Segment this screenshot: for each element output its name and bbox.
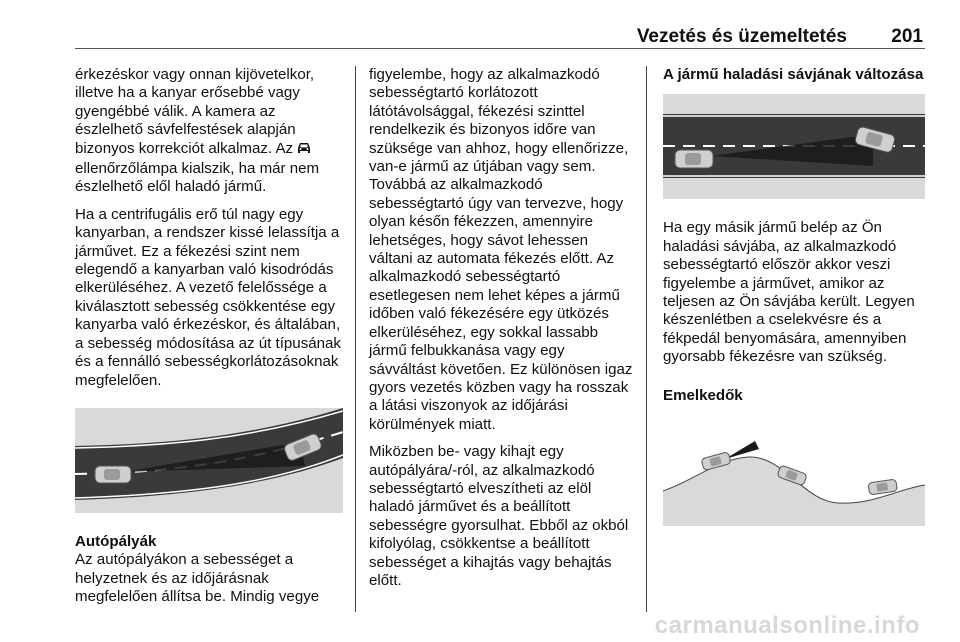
column-divider — [646, 66, 647, 612]
section-heading: Autópályák — [75, 532, 157, 550]
paragraph-text: ellenőrzőlámpa kialszik, ha már nem észlelhető elől haladó jármű. — [75, 160, 320, 196]
paragraph: Az autópályákon a sebességet a helyzetnek és az időjárásnak megfelelően állítsa be. Mindig vegye — [75, 551, 320, 606]
hills-illustration — [663, 421, 925, 526]
section-heading: Emelkedők — [663, 386, 743, 404]
paragraph: Ha a centrifugális erő túl nagy egy kanyarban, a rendszer kissé lelassítja a járművet. Ez a fékezési szint nem elegendő a kanyarban való kisodródás elkerüléséhez. A vezető felelőssége a kiválasztott sebesség csökkentése egy kanyarba való érkezéskor, és általában, a sebesség módosítása az út típusának és a fennálló sebességkorlátozásoknak megfelelően. — [75, 205, 341, 389]
column-1 — [75, 66, 343, 607]
page-number: 201 — [891, 26, 923, 47]
column-3 — [663, 66, 925, 526]
column-divider — [355, 66, 356, 612]
paragraph: Miközben be- vagy kihajt egy autópályára/-ról, az alkalmazkodó sebességtartó elveszítheti az elöl haladó járművet és a beállított sebességre gyorsulhat. Ebből az okból kifolyólag, csökkentse a beállított sebességet a kihajtás vagy behajtás előtt. — [369, 443, 629, 589]
curve-road-illustration — [75, 408, 343, 513]
paragraph: figyelembe, hogy az alkalmazkodó sebességtartó korlátozott látótávolsággal, fékezési szinttel rendelkezik és bizonyos időre van szüksége van ahhoz, hogy ellenőrizze, van-e jármű az útjában vagy sem. Továbbá az alkalmazkodó sebességtartó úgy van tervezve, hogy olyan későn fékezzen, amennyire lehetséges, hogy sávot lehessen váltani az automata fékezés előtt. Az alkalmazkodó sebességtartó esetlegesen nem lehet képes a jármű időben való fékezésére egy ütközés elkerüléséhez, egy sokkal lassabb jármű felbukkanása vagy egy sávváltást követően. Ez különösen igaz gyors vezetés közben vagy ha rosszak a látási viszonyok az időjárási körülmények miatt. — [369, 66, 633, 433]
section-heading: A jármű haladási sávjának változása — [663, 66, 924, 83]
paragraph — [75, 66, 343, 197]
column-2 — [369, 66, 634, 590]
lane-change-illustration — [663, 94, 925, 199]
section-title: Vezetés és üzemeltetés — [636, 26, 847, 47]
page-header — [75, 0, 925, 49]
watermark: carmanualsonline.info — [654, 612, 920, 639]
vehicle-ahead-indicator-icon — [297, 142, 311, 160]
paragraph-text: érkezéskor vagy onnan kijövetelkor, illetve ha a kanyar erősebbé vagy gyengébbé válik. A kamera az észlelhető sávfelfestések alapján bizonyos korrekciót alkalmaz. Az — [75, 66, 315, 157]
paragraph: Ha egy másik jármű belép az Ön haladási sávjába, az alkalmazkodó sebességtartó először akkor veszi figyelembe a járművet, amikor az teljesen az Ön sávjába került. Legyen készenlétben a cselekvésre és a fékpedál benyomására, amennyiben gyorsabb fékezésre van szükség. — [663, 219, 915, 366]
